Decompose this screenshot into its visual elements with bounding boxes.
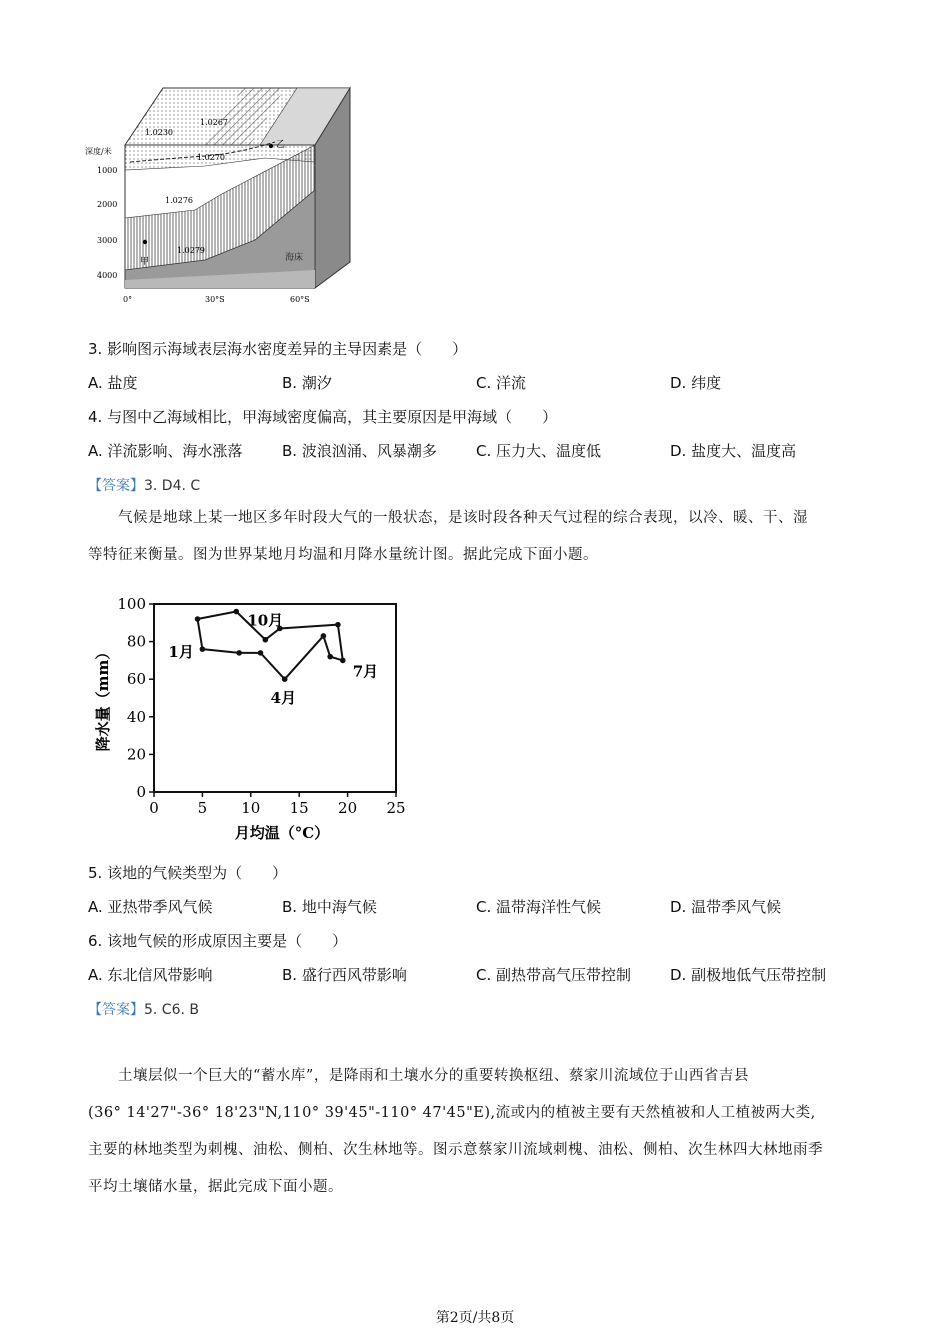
data-point-month-1 <box>200 646 206 652</box>
climate-intro-line-1: 气候是地球上某一地区多年时段大气的一般状态，是该时段各种天气过程的综合表现，以冷、暖、干、湿 <box>118 510 808 526</box>
climate-intro <box>88 500 878 574</box>
data-point-month-6 <box>327 654 333 660</box>
density-label: 1.0276 <box>165 196 193 205</box>
answer-5-6 <box>88 999 199 1019</box>
q5-option-d: D. 温带季风气候 <box>670 898 782 916</box>
density-label: 1.0230 <box>145 128 173 137</box>
climate-chart <box>90 590 420 850</box>
answer-3-4 <box>88 475 200 495</box>
data-point-month-3 <box>258 650 264 656</box>
q5-option-c: C. 温带海洋性气候 <box>476 898 602 916</box>
y-tick-label: 100 <box>117 595 146 613</box>
month-annotation: 10月 <box>247 611 284 630</box>
q3-option-d: D. 纬度 <box>670 374 722 392</box>
month-annotation: 1月 <box>168 643 194 662</box>
q5-option-b: B. 地中海气候 <box>282 898 377 916</box>
lat-tick: 0° <box>123 295 133 304</box>
density-label: 1.0279 <box>177 246 205 255</box>
soil-intro-line-3: 主要的林地类型为刺槐、油松、侧柏、次生林地等。图示意蔡家川流域刺槐、油松、侧柏、次生林四大林地雨季 <box>88 1142 823 1158</box>
q3-option-c: C. 洋流 <box>476 374 527 392</box>
page-footer: 第2页/共8页 <box>435 1310 515 1326</box>
question-3-stem: 3. 影响图示海域表层海水密度差异的主导因素是（ ） <box>88 340 468 358</box>
y-tick-label: 20 <box>126 745 146 764</box>
density-label: 1.0267 <box>200 118 228 127</box>
q4-option-b: B. 波浪汹涌、风暴潮多 <box>282 442 437 460</box>
question-4-stem: 4. 与图中乙海域相比，甲海域密度偏高，其主要原因是甲海域（ ） <box>88 408 558 426</box>
x-tick-label: 25 <box>386 799 406 817</box>
answer-tag: 【答案】 <box>88 1002 144 1018</box>
y-tick-label: 40 <box>126 707 146 726</box>
lat-tick: 60°S <box>290 295 310 304</box>
depth-tick: 4000 <box>97 271 118 280</box>
soil-intro-line-1: 土壤层似一个巨大的“蓄水库”，是降雨和土壤水分的重要转换枢纽、蔡家川流域位于山西省吉县 <box>118 1068 749 1084</box>
x-tick-label: 0 <box>149 799 159 817</box>
month-annotation: 7月 <box>352 662 379 681</box>
depth-tick: 3000 <box>97 236 118 245</box>
answer-value: 3. D4. C <box>144 478 201 494</box>
soil-intro <box>88 1058 888 1206</box>
month-annotation: 4月 <box>270 689 297 708</box>
q4-option-c: C. 压力大、温度低 <box>476 442 602 460</box>
y-tick-label: 60 <box>126 670 146 689</box>
depth-axis-label: 深度/米 <box>85 147 112 156</box>
q6-option-a: A. 东北信风带影响 <box>88 966 213 984</box>
q4-option-d: D. 盐度大、温度高 <box>670 442 797 460</box>
climate-intro-line-2: 等特征来衡量。图为世界某地月均温和月降水量统计图。据此完成下面小题。 <box>88 547 598 563</box>
data-point-month-7 <box>340 658 346 664</box>
q6-option-d: D. 副极地低气压带控制 <box>670 966 827 984</box>
q3-option-a: A. 盐度 <box>88 374 138 392</box>
data-point-month-5 <box>321 633 327 639</box>
data-point-month-12 <box>195 616 201 622</box>
y-tick-label: 0 <box>136 783 146 801</box>
point-jia-label: 甲 <box>140 257 150 267</box>
x-tick-label: 10 <box>241 799 261 817</box>
soil-intro-line-2: (36° 14'27"-36° 18'23"N,110° 39'45"-110° 47'45"E),流或内的植被主要有天然植被和人工植被两大类, <box>88 1105 816 1121</box>
q5-option-a: A. 亚热带季风气候 <box>88 898 213 916</box>
q3-option-b: B. 潮汐 <box>282 374 332 392</box>
answer-value: 5. C6. B <box>144 1002 199 1018</box>
data-point-month-10 <box>263 637 269 643</box>
point-yi-marker <box>269 144 273 148</box>
question-5-stem: 5. 该地的气候类型为（ ） <box>88 864 288 882</box>
point-yi-label: 乙 <box>276 140 286 150</box>
data-point-month-8 <box>335 622 341 628</box>
density-label: 1.0270 <box>197 153 225 162</box>
q6-option-c: C. 副热带高气压带控制 <box>476 966 632 984</box>
seafloor-label: 海床 <box>285 253 304 263</box>
soil-intro-line-4: 平均土壤储水量，据此完成下面小题。 <box>88 1179 343 1195</box>
point-jia-marker <box>143 240 147 244</box>
chart-xlabel: 月均温（°C） <box>234 824 330 842</box>
q4-option-a: A. 洋流影响、海水涨落 <box>88 442 243 460</box>
data-point-month-2 <box>236 650 242 656</box>
data-point-month-4 <box>282 676 288 682</box>
x-tick-label: 5 <box>197 799 208 817</box>
chart-ylabel: 降水量（mm） <box>94 644 112 752</box>
question-6-stem: 6. 该地气候的形成原因主要是（ ） <box>88 932 348 950</box>
y-tick-label: 80 <box>126 632 146 651</box>
depth-tick: 1000 <box>97 166 118 175</box>
q6-option-b: B. 盛行西风带影响 <box>282 966 407 984</box>
x-tick-label: 15 <box>289 799 309 817</box>
data-point-month-11 <box>233 609 239 615</box>
x-tick-label: 20 <box>338 799 358 817</box>
answer-tag: 【答案】 <box>88 478 144 494</box>
lat-tick: 30°S <box>205 295 225 304</box>
depth-tick: 2000 <box>97 200 118 209</box>
ocean-density-diagram <box>85 70 375 320</box>
